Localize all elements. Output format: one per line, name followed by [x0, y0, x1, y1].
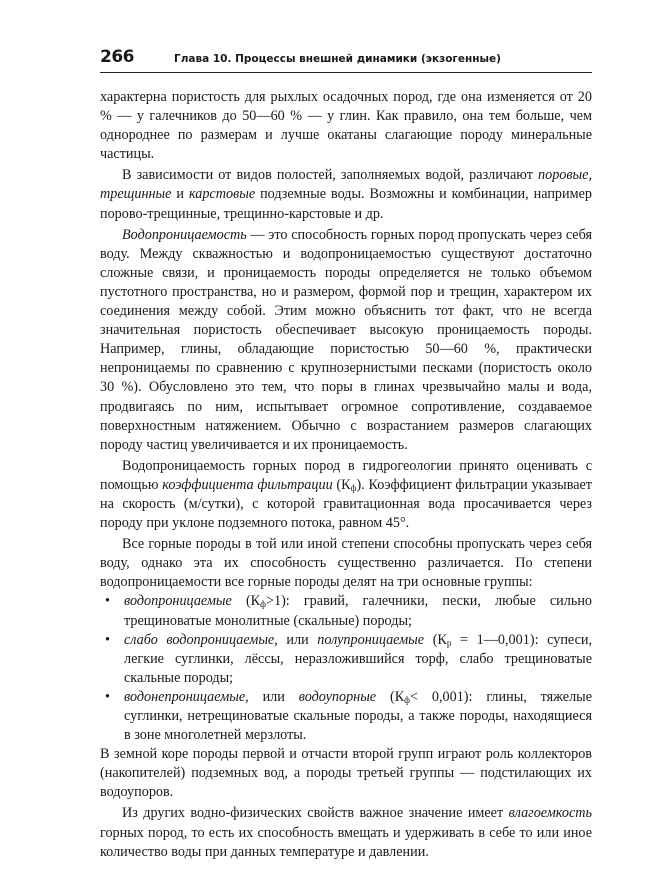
list-item [100, 592, 592, 630]
italic-term: водопроницаемые [124, 593, 232, 610]
text-run: и [171, 186, 189, 203]
paragraph-permeability-definition [100, 226, 592, 455]
permeability-groups-list [100, 592, 592, 745]
paragraph-porosity-continued [100, 88, 592, 164]
page-number: 266 [100, 47, 134, 67]
paragraph-text: В земной коре породы первой и отчасти второй групп играют роль коллекторов (накопителей) подземных вод, а породы третьей группы — подстилающих их водоупоров. [100, 746, 592, 801]
subscript: ф [350, 482, 357, 493]
paragraph-text: Все горные породы в той или иной степени способны пропускать через себя воду, однако эта их способность существенно различается. По степени водопроницаемости все горные породы делят на три основные группы: [100, 536, 592, 591]
text-run: подземные воды. Возможны и комбинации, например порово-трещинные, трещинно-карстовые и др. [100, 186, 592, 222]
paragraph-water-types [100, 166, 592, 223]
italic-term: влагоемкость [508, 805, 592, 822]
text-run: — это способность горных пород пропускать через себя воду. Между скважностью и водопроницаемостью существуют достаточно сложные связи, и проницаемость породы определяется не только объемом пустотного пространства, но и размером, формой пор и трещин, характером их соединения между собой. Этим можно объяснить тот факт, что не всегда значительная пористость обеспечивает высокую проницаемость породы. Например, глины, обладающие пористостью 50—60 %, практически непроницаемы по сравнению с крупнозернистыми песками (пористость около 30 %). Обусловлено это тем, что поры в глинах чрезвычайно малы и вода, продвигаясь по ним, испытывает огромное сопротивление, создаваемое поверхностным натяжением. Обычно с возрастанием размеров слагающих породу частиц увеличивается и их проницаемость. [100, 226, 592, 453]
text-run: ). Коэффициент фильтрации указывает на скорость (м/сутки), с которой гравитационная вода просачивается через породу при уклоне подземного потока, равном 45°. [100, 476, 593, 532]
paragraph-groups-intro [100, 535, 592, 592]
text-run: Из других водно-физических свойств важное значение имеет [122, 805, 509, 822]
italic-term: водонепроницаемые [124, 688, 246, 705]
page-header [100, 47, 592, 73]
paragraph-filtration-coefficient [100, 457, 592, 533]
paragraph-collectors [100, 745, 592, 802]
subscript: ф [404, 694, 411, 705]
text-run: = 1—0,001): супеси, легкие суглинки, лёссы, неразложившийся торф, слабо трещиноватые скальные породы; [124, 631, 593, 686]
text-run: , или [274, 631, 318, 648]
italic-term: Водопроницаемость [122, 226, 247, 243]
text-run: (К [231, 593, 261, 610]
italic-term: слабо водопроницаемые [124, 631, 275, 648]
paragraph-moisture-capacity [100, 804, 592, 861]
text-run: < 0,001): глины, тяжелые суглинки, нетрещиноватые скальные породы, а также породы, находящиеся в зоне многолетней мерзлоты. [124, 688, 593, 744]
text-run: В зависимости от видов полостей, заполняемых водой, различают [122, 167, 538, 184]
text-run: горных пород, то есть их способность вмещать и удерживать в себе то или иное количество воды при данных температуре и давлении. [100, 824, 592, 860]
text-run: >1): гравий, галечники, пески, любые сильно трещиноватые монолитные (скальные) породы; [124, 593, 593, 629]
text-run: (К [424, 631, 447, 648]
subscript: р [446, 637, 452, 648]
list-item [100, 688, 592, 745]
italic-term: поровые, трещинные [100, 167, 592, 203]
italic-term: полупроницаемые [317, 631, 425, 648]
text-run: (К [376, 688, 405, 705]
text-run: Водопроницаемость горных пород в гидрогеологии принято оценивать с помощью [100, 457, 592, 493]
body-text [100, 88, 592, 862]
bullet-icon: • [105, 593, 110, 610]
running-head: Глава 10. Процессы внешней динамики (экзогенные) [174, 53, 501, 65]
italic-term: карстовые [188, 186, 256, 203]
bullet-icon: • [105, 631, 110, 648]
italic-term: коэффициента фильтрации [162, 476, 333, 493]
text-run: , или [245, 688, 299, 705]
bullet-icon: • [105, 688, 110, 705]
subscript: ф [260, 599, 266, 610]
list-item [100, 631, 592, 688]
paragraph-text: характерна пористость для рыхлых осадочных пород, где она изменяется от 20 % — у галечников до 50—60 % — у глин. Как правило, она тем больше, чем однороднее по размерам и лучше окатаны слагающие породу минеральные частицы. [100, 89, 592, 163]
italic-term: водоупорные [298, 688, 377, 705]
text-run: (К [332, 476, 351, 493]
